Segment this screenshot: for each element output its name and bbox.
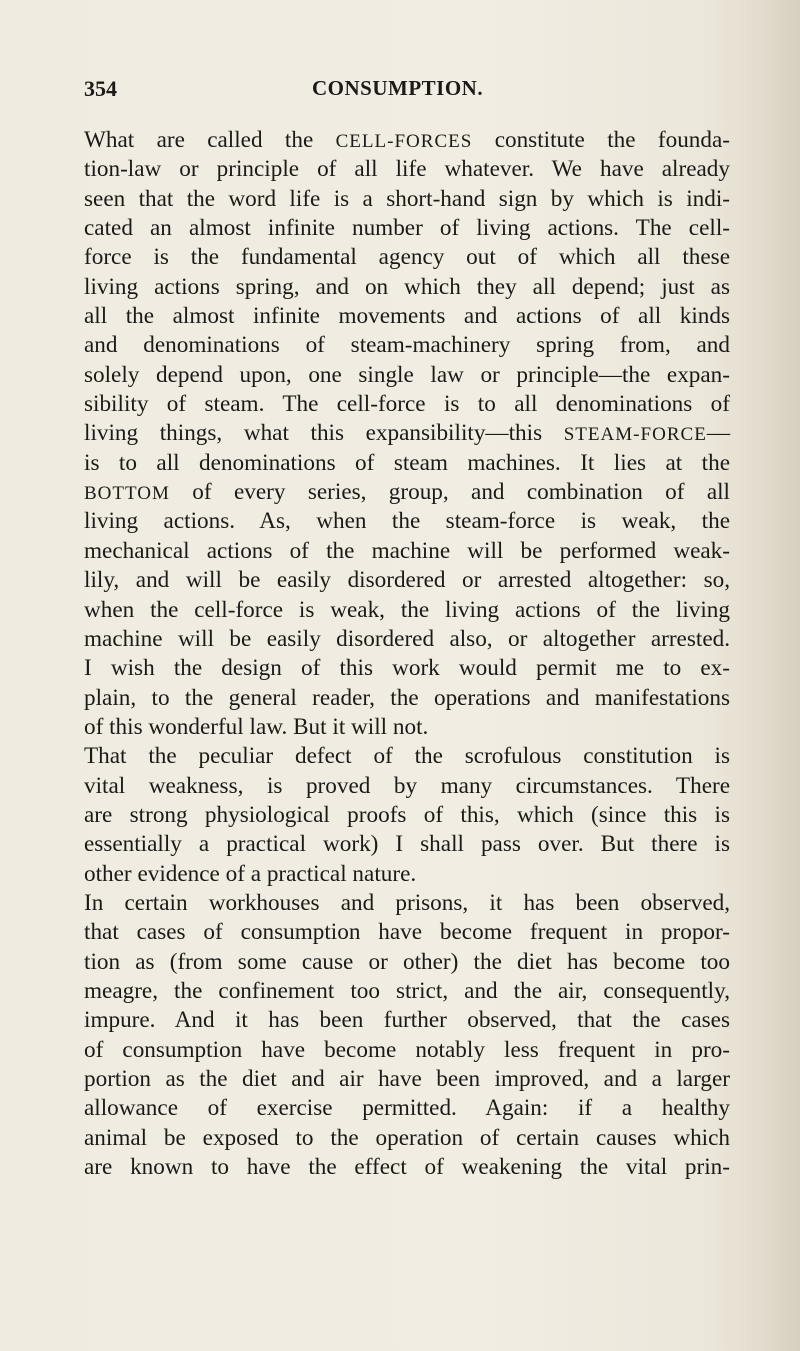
text-line: essentially a practical work) I shall pass over. But there is <box>84 831 730 858</box>
text-line: sibility of steam. The cell-force is to all denominations of <box>84 391 730 418</box>
text-line: seen that the word life is a short-hand sign by which is indi- <box>84 185 730 212</box>
text-line: plain, to the general reader, the operations and manifestations <box>84 684 730 711</box>
text-line: are known to have the effect of weakening the vital prin- <box>84 1154 730 1181</box>
text-line: living actions spring, and on which they all depend; just as <box>84 273 730 300</box>
text-line: solely depend upon, one single law or principle—the expan- <box>84 361 730 388</box>
text-line: force is the fundamental agency out of which all these <box>84 244 730 271</box>
text-line: when the cell-force is weak, the living actions of the living <box>84 596 730 623</box>
text-line: that cases of consumption have become frequent in propor- <box>84 919 730 946</box>
text-line: BOTTOM of every series, group, and combination of all <box>84 479 730 506</box>
text-line: vital weakness, is proved by many circumstances. There <box>84 772 730 799</box>
page-number: 354 <box>84 76 117 101</box>
text-line: are strong physiological proofs of this, which (since this is <box>84 801 730 828</box>
small-caps-term: CELL-FORCES <box>335 131 473 152</box>
text-line: allowance of exercise permitted. Again: if a healthy <box>84 1095 730 1122</box>
text-line: of consumption have become notably less frequent in pro- <box>84 1036 730 1063</box>
text-line: What are called the CELL-FORCES constitute the founda- <box>84 127 730 153</box>
text-line: of this wonderful law. But it will not. <box>84 713 429 740</box>
text-line: I wish the design of this work would permit me to ex- <box>84 655 730 682</box>
text-line: portion as the diet and air have been improved, and a larger <box>84 1066 730 1092</box>
text-line: other evidence of a practical nature. <box>84 860 417 887</box>
text-line: living things, what this expansibility—this STEAM-FORCE— <box>84 420 730 447</box>
text-line: living actions. As, when the steam-force is weak, the <box>84 508 730 535</box>
text-line: tion as (from some cause or other) the diet has become too <box>84 948 730 975</box>
text-line: animal be exposed to the operation of certain causes which <box>84 1124 730 1151</box>
text-line: In certain workhouses and prisons, it has been observed, <box>84 889 730 916</box>
running-title: CONSUMPTION. <box>312 76 484 100</box>
text-line: mechanical actions of the machine will be performed weak- <box>84 537 730 564</box>
text-line: is to all denominations of steam machines. It lies at the <box>84 449 730 476</box>
small-caps-term: BOTTOM <box>84 483 170 505</box>
text-line: cated an almost infinite number of living actions. The cell- <box>84 215 730 242</box>
text-line: machine will be easily disordered also, or altogether arrested. <box>84 625 730 652</box>
running-head <box>84 76 730 106</box>
text-line: meagre, the confinement too strict, and the air, consequently, <box>84 977 730 1004</box>
body-text <box>84 126 730 1182</box>
small-caps-term: STEAM-FORCE <box>563 424 707 446</box>
text-line: all the almost infinite movements and actions of all kinds <box>84 303 730 330</box>
text-line: and denominations of steam-machinery spring from, and <box>84 332 730 359</box>
text-line: That the peculiar defect of the scrofulous constitution is <box>84 743 730 770</box>
text-line: tion-law or principle of all life whatever. We have already <box>84 156 730 183</box>
text-line: lily, and will be easily disordered or arrested altogether: so, <box>84 567 730 594</box>
text-line: impure. And it has been further observed, that the cases <box>84 1007 730 1034</box>
